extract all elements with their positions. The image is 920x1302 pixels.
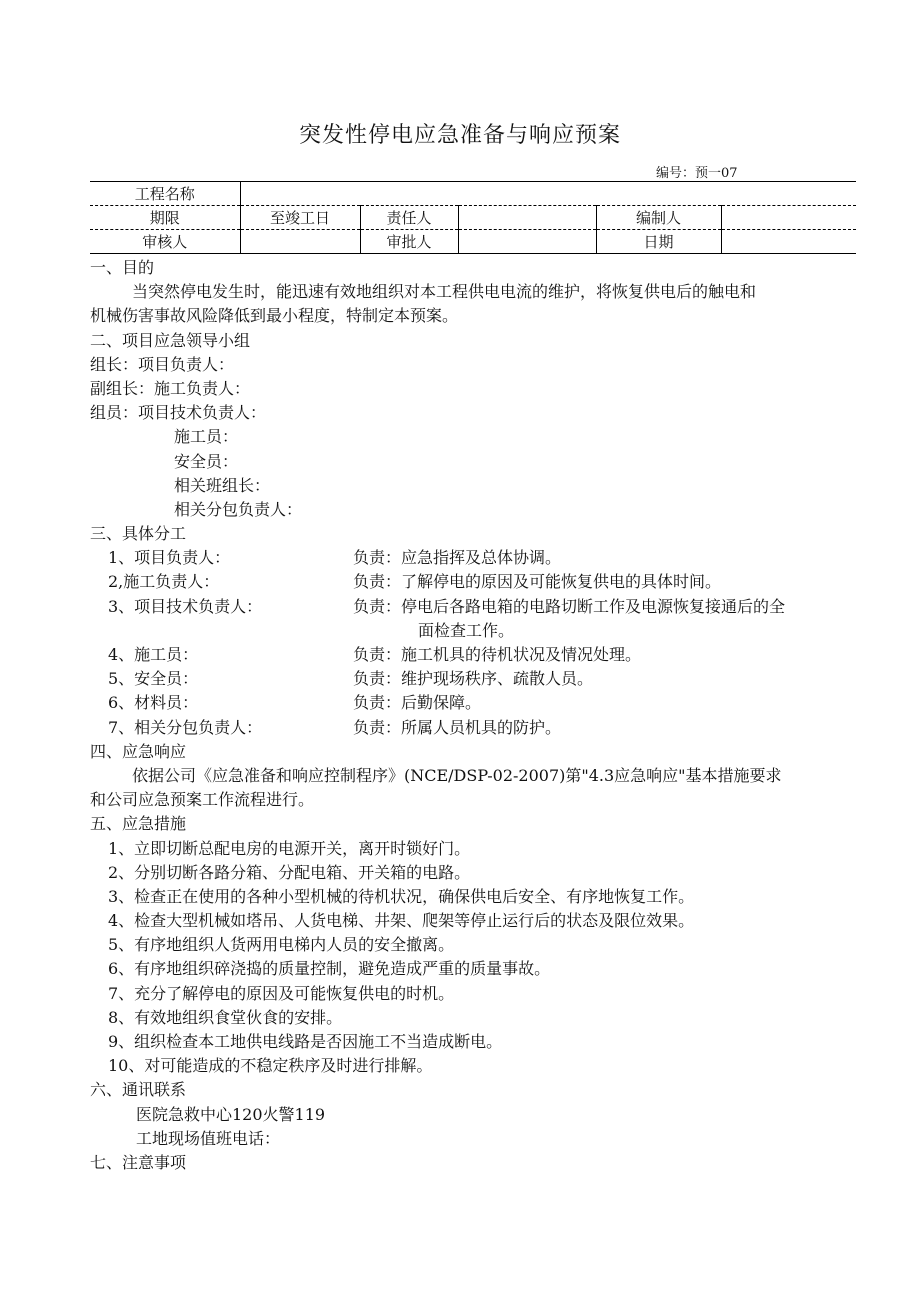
date-label: 日期 <box>596 230 721 254</box>
date-value <box>721 230 856 254</box>
table-row <box>90 182 856 206</box>
table-row <box>90 206 856 230</box>
team-deputy: 副组长：施工负责人： <box>90 378 251 398</box>
responsible-value <box>458 206 596 230</box>
approver-label: 审批人 <box>360 230 458 254</box>
compiler-label: 编制人 <box>596 206 721 230</box>
duty-row <box>90 570 860 594</box>
measure-item: 10、对可能造成的不稳定秩序及时进行排解。 <box>108 1056 433 1076</box>
duty-role: 4、施工员： <box>108 645 199 664</box>
duty-row <box>90 716 860 740</box>
measure-item: 3、检查正在使用的各种小型机械的待机状况，确保供电后安全、有序地恢复工作。 <box>108 886 695 906</box>
approver-value <box>458 230 596 254</box>
duty-role: 5、安全员： <box>108 669 199 689</box>
document-body <box>90 256 860 1175</box>
paragraph-line: 当突然停电发生时，能迅速有效地组织对本工程供电电流的维护，将恢复供电后的触电和 <box>132 282 757 302</box>
contact-line: 工地现场值班电话： <box>136 1128 281 1148</box>
duty-row <box>90 643 860 667</box>
measure-item: 2、分别切断各路分箱、分配电箱、开关箱的电路。 <box>108 862 471 882</box>
duty-text: 负责：停电后各路电箱的电路切断工作及电源恢复接通后的全 <box>353 596 786 616</box>
duty-text: 负责：了解停电的原因及可能恢复供电的具体时间。 <box>353 572 722 592</box>
duty-row <box>90 667 860 691</box>
info-table <box>90 181 856 254</box>
measure-item: 9、组织检查本工地供电线路是否因施工不当造成断电。 <box>108 1032 503 1051</box>
section-heading: 六、通讯联系 <box>90 1080 187 1100</box>
paragraph-line: 和公司应急预案工作流程进行。 <box>90 790 315 810</box>
project-name-label: 工程名称 <box>90 182 240 206</box>
duty-text: 负责：应急指挥及总体协调。 <box>353 548 562 568</box>
paragraph-line: 依据公司《应急准备和响应控制程序》(NCE/DSP-02-2007)第"4.3应急响应"基本措施要求 <box>132 765 782 785</box>
reviewer-value <box>240 230 360 254</box>
duty-text: 负责：施工机具的待机状况及情况处理。 <box>353 645 642 664</box>
team-member: 相关班组长： <box>174 475 271 495</box>
duty-text: 负责：后勤保障。 <box>353 693 482 713</box>
section-heading: 七、注意事项 <box>90 1152 187 1172</box>
contact-line: 医院急救中心120火警119 <box>136 1104 326 1124</box>
measure-item: 4、检查大型机械如塔吊、人货电梯、井架、爬架等停止运行后的状态及限位效果。 <box>108 911 695 931</box>
duty-row <box>90 546 860 570</box>
duty-role: 2,施工负责人： <box>108 572 220 592</box>
measure-item: 5、有序地组织人货两用电梯内人员的安全撤离。 <box>108 935 455 955</box>
team-leader: 组长：项目负责人： <box>90 354 235 374</box>
team-member: 安全员： <box>174 451 239 471</box>
duty-text: 负责：所属人员机具的防护。 <box>353 717 562 737</box>
duty-row <box>90 691 860 715</box>
period-label: 期限 <box>90 206 240 230</box>
duty-continuation: 面检查工作。 <box>418 620 515 640</box>
team-members: 组员：项目技术负责人： <box>90 403 267 423</box>
project-name-value <box>240 182 856 206</box>
reviewer-label: 审核人 <box>90 230 240 254</box>
duty-role: 6、材料员： <box>108 693 199 713</box>
table-row <box>90 230 856 254</box>
duty-role: 7、相关分包负责人： <box>108 717 263 737</box>
section-heading: 一、目的 <box>90 258 155 277</box>
measure-item: 7、充分了解停电的原因及可能恢复供电的时机。 <box>108 983 455 1003</box>
section-heading: 四、应急响应 <box>90 741 187 761</box>
compiler-value <box>721 206 856 230</box>
document-number: 编号：预一07 <box>656 166 738 181</box>
duty-role: 3、项目技术负责人： <box>108 596 263 616</box>
section-heading: 五、应急措施 <box>90 814 187 834</box>
page-title: 突发性停电应急准备与响应预案 <box>298 123 621 148</box>
measure-item: 6、有序地组织碎浇捣的质量控制，避免造成严重的质量事故。 <box>108 959 551 979</box>
team-member: 施工员： <box>174 427 239 447</box>
period-value: 至竣工日 <box>240 206 360 230</box>
section-heading: 二、项目应急领导小组 <box>90 330 251 350</box>
measure-item: 8、有效地组织食堂伙食的安排。 <box>108 1007 343 1027</box>
duty-row <box>90 595 860 619</box>
measure-item: 1、立即切断总配电房的电源开关，离开时锁好门。 <box>108 838 471 858</box>
responsible-label: 责任人 <box>360 206 458 230</box>
duty-role: 1、项目负责人： <box>108 548 231 568</box>
team-member: 相关分包负责人： <box>174 499 303 519</box>
section-heading: 三、具体分工 <box>90 524 187 544</box>
paragraph-line: 机械伤害事故风险降低到最小程度，特制定本预案。 <box>90 306 459 326</box>
duty-text: 负责：维护现场秩序、疏散人员。 <box>353 669 594 689</box>
